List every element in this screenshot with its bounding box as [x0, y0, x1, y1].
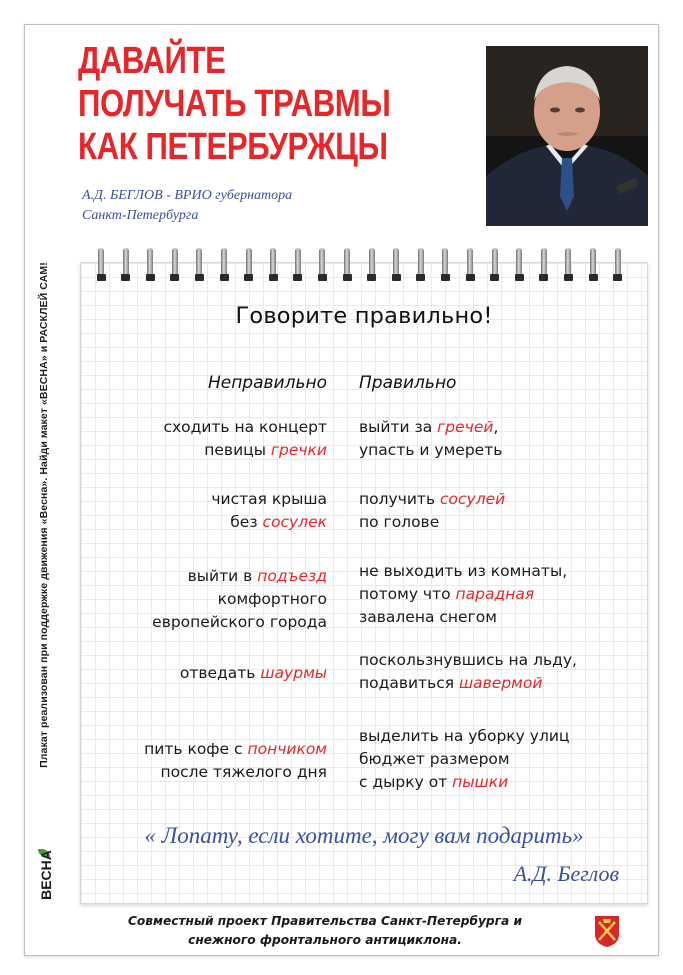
spiral-hole — [367, 274, 376, 281]
highlight-word: шаурмы — [260, 664, 327, 682]
row-right-5 — [359, 725, 569, 794]
spiral-ring — [442, 248, 448, 276]
cell-text: отведать — [179, 664, 261, 682]
spiral-hole — [318, 274, 327, 281]
cell-line — [359, 511, 505, 534]
cell-line — [359, 583, 567, 606]
portrait-photo — [486, 46, 648, 226]
spb-coat-of-arms-icon — [593, 914, 621, 948]
cell-line — [359, 725, 569, 748]
cell-line — [211, 488, 327, 511]
cell-line — [211, 511, 327, 534]
spiral-hole — [490, 274, 499, 281]
cell-text: упасть и умереть — [359, 441, 503, 459]
spiral-ring — [221, 248, 227, 276]
cell-text: поскользнувшись на льду, — [359, 651, 577, 669]
cell-line — [163, 416, 327, 439]
highlight-word: подъезд — [257, 567, 327, 585]
portrait-illustration — [486, 46, 648, 226]
spiral-hole — [343, 274, 352, 281]
cell-line — [359, 439, 502, 462]
cell-line — [152, 565, 327, 588]
notebook-title: Говорите правильно! — [235, 303, 493, 329]
footer-caption — [70, 912, 580, 950]
cell-line — [359, 672, 577, 695]
spiral-ring — [123, 248, 129, 276]
spiral-ring — [295, 248, 301, 276]
vesna-logo: ВЕСНА — [38, 850, 54, 900]
column-header-right: Правильно — [359, 373, 457, 393]
cell-text: без — [230, 513, 263, 531]
row-wrong-1 — [163, 416, 327, 462]
row-wrong-2 — [211, 488, 327, 534]
headline-line-1: ДАВАЙТЕ — [78, 40, 226, 82]
highlight-word: шавермой — [458, 674, 543, 692]
cell-text: пить кофе с — [144, 740, 248, 758]
spiral-ring — [369, 248, 375, 276]
highlight-word: сосулек — [262, 513, 327, 531]
notebook-card — [80, 262, 648, 904]
spiral-hole — [539, 274, 548, 281]
spiral-ring — [270, 248, 276, 276]
cell-text: завалена снегом — [359, 608, 497, 626]
row-wrong-3 — [152, 565, 327, 634]
spiral-hole — [515, 274, 524, 281]
spiral-ring — [172, 248, 178, 276]
cell-text: после тяжелого дня — [160, 763, 327, 781]
cell-text: подавиться — [359, 674, 459, 692]
cell-line — [359, 560, 567, 583]
cell-line — [359, 649, 577, 672]
spiral-hole — [589, 274, 598, 281]
cell-line — [180, 662, 327, 685]
spiral-hole — [293, 274, 302, 281]
spiral-hole — [220, 274, 229, 281]
spiral-hole — [121, 274, 130, 281]
cell-text: сходить на концерт — [163, 418, 327, 436]
spiral-ring — [246, 248, 252, 276]
cell-text: европейского города — [152, 613, 327, 631]
row-wrong-4 — [180, 662, 327, 685]
headline — [78, 40, 478, 169]
cell-line — [144, 761, 327, 784]
side-caption-text: Плакат реализован при поддержке движения «Весна». Найди макет «ВЕСНА» и РАСКЛЕЙ САМ! — [38, 262, 50, 768]
row-right-2 — [359, 488, 505, 534]
spiral-ring — [418, 248, 424, 276]
highlight-word: гречки — [270, 441, 327, 459]
footer-line-2: снежного фронтального антициклона. — [188, 933, 462, 947]
cell-line — [359, 606, 567, 629]
spiral-ring — [590, 248, 596, 276]
spiral-ring — [492, 248, 498, 276]
spiral-hole — [564, 274, 573, 281]
cell-line — [359, 748, 569, 771]
spiral-ring — [98, 248, 104, 276]
spiral-ring — [615, 248, 621, 276]
spiral-hole — [244, 274, 253, 281]
spiral-ring — [344, 248, 350, 276]
spiral-hole — [195, 274, 204, 281]
spiral-ring — [319, 248, 325, 276]
spiral-hole — [416, 274, 425, 281]
attribution-line-1: А.Д. БЕГЛОВ - ВРИО губернатора — [82, 188, 293, 203]
row-right-1 — [359, 416, 502, 462]
cell-text: выйти за — [359, 418, 438, 436]
cell-text: по голове — [359, 513, 440, 531]
cell-text: потому что — [359, 585, 456, 603]
quote-author: А.Д. Беглов — [513, 861, 619, 886]
cell-line — [144, 738, 327, 761]
spiral-ring — [147, 248, 153, 276]
spiral-hole — [269, 274, 278, 281]
spiral-ring — [516, 248, 522, 276]
cell-line — [359, 416, 502, 439]
spiral-hole — [466, 274, 475, 281]
spiral-ring — [565, 248, 571, 276]
footer-line-1: Совместный проект Правительства Санкт-Петербурга и — [127, 914, 523, 928]
spiral-ring — [541, 248, 547, 276]
spiral-hole — [97, 274, 106, 281]
spiral-hole — [170, 274, 179, 281]
row-right-4 — [359, 649, 577, 695]
spiral-hole — [146, 274, 155, 281]
cell-text: получить — [359, 490, 441, 508]
row-right-3 — [359, 560, 567, 629]
highlight-word: пышки — [452, 773, 509, 791]
quote: « Лопату, если хотите, могу вам подарить» — [144, 823, 584, 848]
highlight-word: парадная — [455, 585, 535, 603]
spiral-hole — [613, 274, 622, 281]
cell-text: комфортного — [217, 590, 327, 608]
cell-text: не выходить из комнаты, — [359, 562, 568, 580]
attribution — [82, 186, 292, 226]
cell-text: бюджет размером — [359, 750, 510, 768]
cell-text: выйти в — [187, 567, 258, 585]
spiral-ring — [196, 248, 202, 276]
highlight-word: сосулей — [440, 490, 506, 508]
cell-line — [152, 588, 327, 611]
highlight-word: пончиком — [247, 740, 327, 758]
spiral-ring — [467, 248, 473, 276]
notebook-spiral — [84, 248, 644, 290]
cell-line — [163, 439, 327, 462]
headline-line-2: ПОЛУЧАТЬ ТРАВМЫ — [78, 83, 391, 125]
attribution-line-2: Санкт-Петербурга — [82, 208, 199, 223]
spiral-hole — [441, 274, 450, 281]
row-wrong-5 — [144, 738, 327, 784]
spiral-hole — [392, 274, 401, 281]
column-header-wrong: Неправильно — [207, 373, 327, 393]
cell-text: выделить на уборку улиц — [359, 727, 570, 745]
cell-text: певицы — [204, 441, 271, 459]
cell-text: с дырку от — [359, 773, 453, 791]
cell-line — [359, 488, 505, 511]
cell-line — [359, 771, 569, 794]
headline-line-3: КАК ПЕТЕРБУРЖЦЫ — [78, 126, 388, 168]
spiral-ring — [393, 248, 399, 276]
cell-text: чистая крыша — [211, 490, 327, 508]
highlight-word: гречей — [437, 418, 494, 436]
cell-line — [152, 611, 327, 634]
cell-text: , — [493, 418, 499, 436]
side-caption — [30, 155, 58, 875]
